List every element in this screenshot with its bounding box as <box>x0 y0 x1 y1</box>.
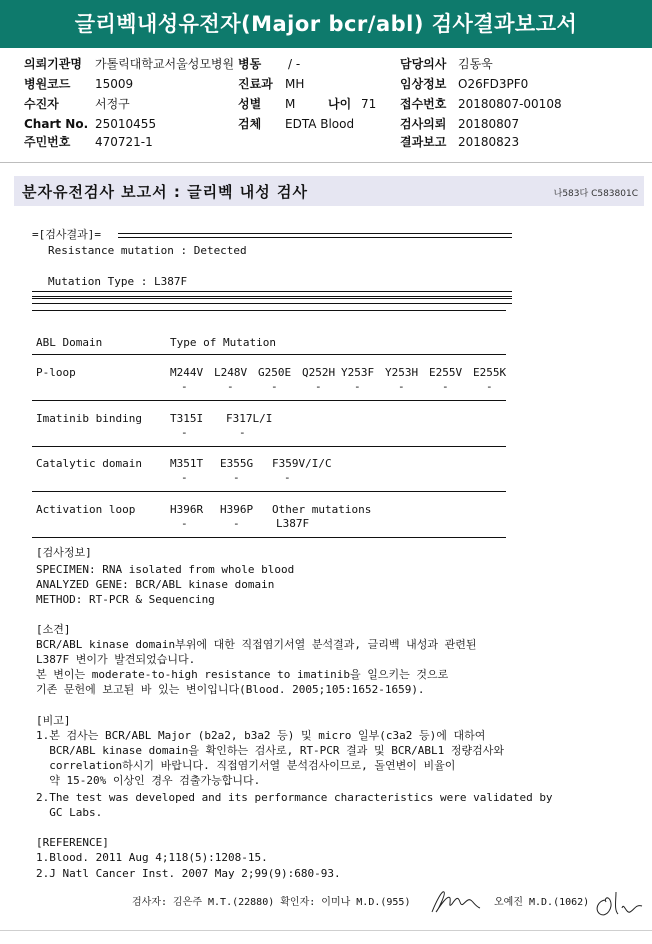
sex-label: 성별 <box>238 97 262 111</box>
remarks-line: 약 15-20% 이상인 경우 검출가능합니다. <box>36 774 261 787</box>
result-cell: - <box>227 380 234 393</box>
reference-line: 2.J Natl Cancer Inst. 2007 May 2;99(9):680-93. <box>36 867 341 880</box>
result-cell: - <box>233 471 240 484</box>
mutation-cell: E255K <box>473 366 507 379</box>
doctor-value: 김동욱 <box>458 57 493 71</box>
double-rule-1 <box>32 291 512 297</box>
mutation-cell: F317L/I <box>226 412 273 425</box>
domain-imatinib-binding: Imatinib binding <box>36 412 142 425</box>
request-value: 20180807 <box>458 117 520 131</box>
doctor-label: 담당의사 <box>400 57 447 71</box>
dept-value: MH <box>285 77 305 91</box>
report-title: 글리벡내성유전자(Major bcr/abl) 검사결과보고서 <box>0 0 652 48</box>
hospital-code-label: 병원코드 <box>24 77 71 91</box>
receipt-no-label: 접수번호 <box>400 97 447 111</box>
mutation-cell: Y253H <box>385 366 419 379</box>
signature-text-2: 오예진 M.D.(1062) <box>494 897 590 908</box>
result-cell: - <box>233 517 240 530</box>
mutation-cell: G250E <box>258 366 292 379</box>
detected-mutation-cell: L387F <box>276 517 310 530</box>
result-heading: =[검사결과]= <box>32 228 101 241</box>
mutation-cell: H396P <box>220 503 254 516</box>
clinical-info-value: O26FD3PF0 <box>458 77 529 91</box>
domain-activation-loop: Activation loop <box>36 503 136 516</box>
mutation-cell: M244V <box>170 366 204 379</box>
rrn-label: 주민번호 <box>24 135 71 149</box>
mutation-cell: T315I <box>170 412 204 425</box>
result-cell: - <box>315 380 322 393</box>
domain-catalytic: Catalytic domain <box>36 457 142 470</box>
clinical-info-label: 임상정보 <box>400 77 447 91</box>
result-cell: - <box>239 426 246 439</box>
domain-p-loop: P-loop <box>36 366 76 379</box>
info-heading: [검사정보] <box>36 546 92 559</box>
info-line: ANALYZED GENE: BCR/ABL kinase domain <box>36 578 275 591</box>
section-title: 분자유전검사 보고서 : 글리벡 내성 검사 <box>22 183 308 201</box>
patient-value: 서정구 <box>95 97 130 111</box>
sex-value: M <box>285 97 296 111</box>
age-label: 나이 <box>328 97 352 111</box>
section-code: 나583다 C583801C <box>553 189 638 199</box>
remarks-line: 1.본 검사는 BCR/ABL Major (b2a2, b3a2 등) 및 micro 일부(c3a2 등)에 대하여 <box>36 729 486 742</box>
findings-line: 본 변이는 moderate-to-high resistance to imatinib을 일으키는 것으로 <box>36 668 449 681</box>
result-cell: - <box>486 380 493 393</box>
result-cell: - <box>442 380 449 393</box>
mutation-type-line: Mutation Type : L387F <box>48 275 188 288</box>
result-cell: - <box>354 380 361 393</box>
signature-scribble-2 <box>592 888 646 920</box>
rule-row-3 <box>32 491 506 492</box>
hospital-code-value: 15009 <box>95 77 134 91</box>
ward-value: / - <box>288 57 301 71</box>
result-cell: - <box>181 471 188 484</box>
specimen-label: 검체 <box>238 117 262 131</box>
institution-value: 가톨릭대학교서울성모병원 <box>95 57 235 71</box>
dept-label: 진료과 <box>238 77 273 91</box>
findings-line: 기존 문헌에 보고된 바 있는 변이입니다(Blood. 2005;105:1652-1659). <box>36 683 425 696</box>
result-cell: - <box>181 426 188 439</box>
report-date-label: 결과보고 <box>400 135 447 149</box>
info-line: SPECIMEN: RNA isolated from whole blood <box>36 563 295 576</box>
result-cell: - <box>271 380 278 393</box>
mutation-cell: E355G <box>220 457 254 470</box>
rule-row-2 <box>32 446 506 447</box>
findings-heading: [소견] <box>36 623 71 636</box>
result-cell: - <box>398 380 405 393</box>
age-value: 71 <box>361 97 377 111</box>
result-cell: - <box>181 380 188 393</box>
request-label: 검사의뢰 <box>400 117 447 131</box>
remarks-line: 2.The test was developed and its performance characteristics were validated by <box>36 791 553 804</box>
info-line: METHOD: RT-PCR & Sequencing <box>36 593 215 606</box>
mutation-cell: M351T <box>170 457 204 470</box>
mutation-cell: L248V <box>214 366 248 379</box>
col-mutation-header: Type of Mutation <box>170 336 276 349</box>
reference-line: 1.Blood. 2011 Aug 4;118(5):1208-15. <box>36 851 268 864</box>
result-cell: - <box>181 517 188 530</box>
ward-label: 병동 <box>238 57 262 71</box>
footer-divider <box>0 930 652 931</box>
heading-rule <box>118 233 512 238</box>
chart-value: 25010455 <box>95 117 157 131</box>
mutation-cell: F359V/I/C <box>272 457 332 470</box>
mutation-cell: Y253F <box>341 366 375 379</box>
reference-heading: [REFERENCE] <box>36 836 109 849</box>
findings-line: BCR/ABL kinase domain부위에 대한 직접염기서열 분석결과, 글리벡 내성과 관련된 <box>36 638 477 651</box>
signature-text-1: 검사자: 김은주 M.T.(22880) 확인자: 이미나 M.D.(955) <box>132 897 411 908</box>
resistance-line: Resistance mutation : Detected <box>48 244 247 257</box>
mutation-cell: E255V <box>429 366 463 379</box>
double-rule-2 <box>32 298 512 304</box>
result-cell: - <box>284 471 291 484</box>
rule-bottom <box>32 537 506 538</box>
rule-header <box>32 354 506 355</box>
rule-top <box>32 310 506 311</box>
remarks-line: correlation하시기 바랍니다. 직접염기서열 분석검사이므로, 돌연변이 비율이 <box>36 759 456 772</box>
rrn-value: 470721-1 <box>95 135 153 149</box>
mutation-cell: Q252H <box>302 366 336 379</box>
header-divider <box>0 162 652 163</box>
findings-line: L387F 변이가 발견되었습니다. <box>36 653 196 666</box>
receipt-no-value: 20180807-00108 <box>458 97 562 111</box>
mutation-cell: H396R <box>170 503 204 516</box>
col-domain-header: ABL Domain <box>36 336 103 349</box>
chart-label: Chart No. <box>24 117 89 131</box>
remarks-line: BCR/ABL kinase domain을 확인하는 검사로, RT-PCR 결과 및 BCR/ABL1 정량검사와 <box>36 744 505 757</box>
remarks-line: GC Labs. <box>36 806 103 819</box>
patient-label: 수진자 <box>24 97 59 111</box>
mutation-cell: Other mutations <box>272 503 372 516</box>
report-date-value: 20180823 <box>458 135 520 149</box>
signature-scribble-1 <box>428 884 486 918</box>
specimen-value: EDTA Blood <box>285 117 355 131</box>
institution-label: 의뢰기관명 <box>24 57 82 71</box>
remarks-heading: [비고] <box>36 714 71 727</box>
rule-row-1 <box>32 400 506 401</box>
